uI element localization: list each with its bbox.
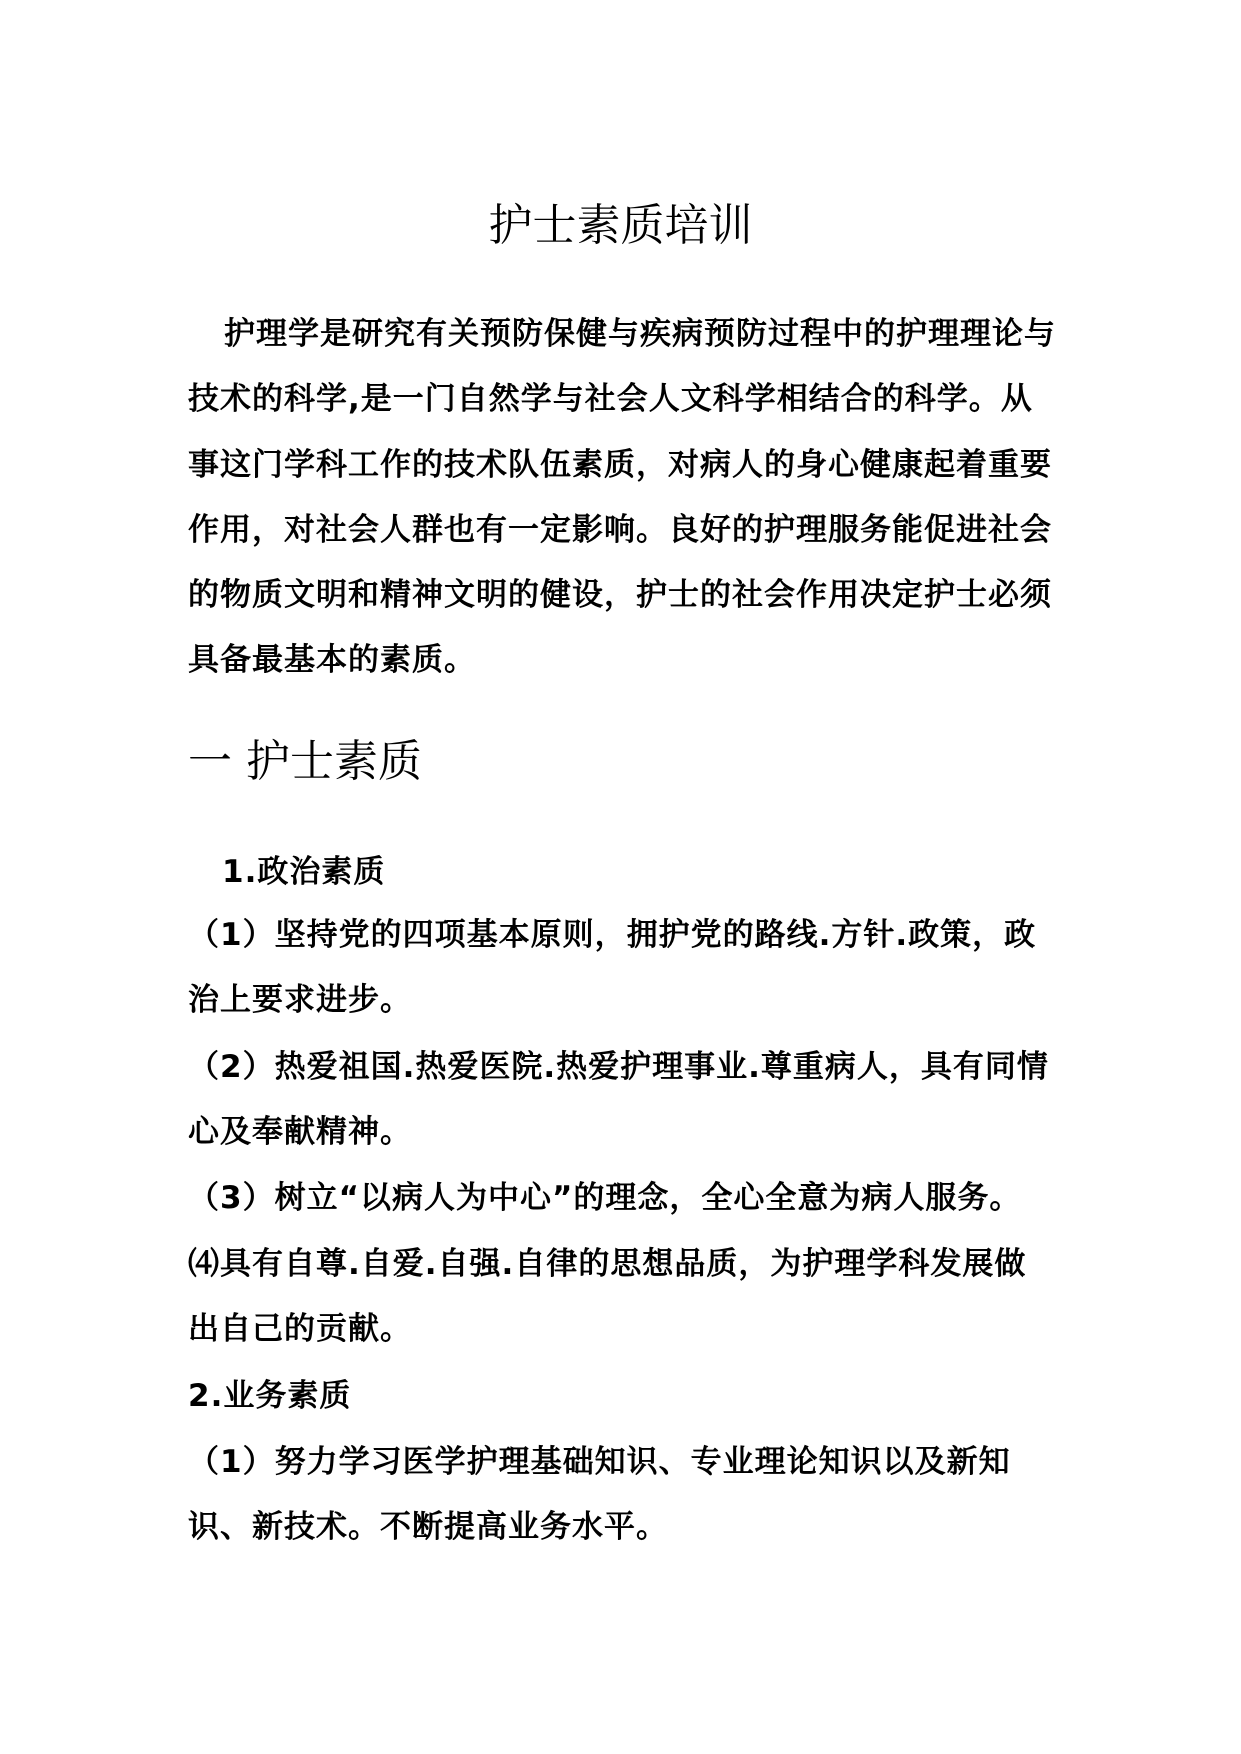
- section-heading: 一 护士素质: [188, 736, 422, 787]
- document-title: 护士素质培训: [488, 200, 753, 251]
- list-item: （3）树立“以病人为中心”的理念，全心全意为病人服务。: [188, 1180, 1022, 1216]
- list-item: （1）坚持党的四项基本原则，拥护党的路线.方针.政策，政治上要求进步。: [188, 917, 1037, 1019]
- list-item: （2）热爱祖国.热爱医院.热爱护理事业.尊重病人，具有同情心及奉献精神。: [188, 1049, 1049, 1151]
- subsection-heading-political: 1.政治素质: [222, 854, 386, 890]
- list-item: ⑷具有自尊.自爱.自强.自律的思想品质，为护理学科发展做出自己的贡献。: [188, 1246, 1027, 1348]
- intro-paragraph: 护理学是研究有关预防保健与疾病预防过程中的护理理论与技术的科学,是一门自然学与社会人文科学相结合的科学。从事这门学科工作的技术队伍素质，对病人的身心健康起着重要作用，对社会人群也有一定影响。良好的护理服务能促进社会的物质文明和精神文明的健设，护士的社会作用决定护士必须具备最基本的素质。: [188, 316, 1056, 679]
- subsection-heading-professional: 2.业务素质: [188, 1378, 352, 1414]
- list-item: （1）努力学习医学护理基础知识、专业理论知识以及新知识、新技术。不断提高业务水平。: [188, 1444, 1011, 1546]
